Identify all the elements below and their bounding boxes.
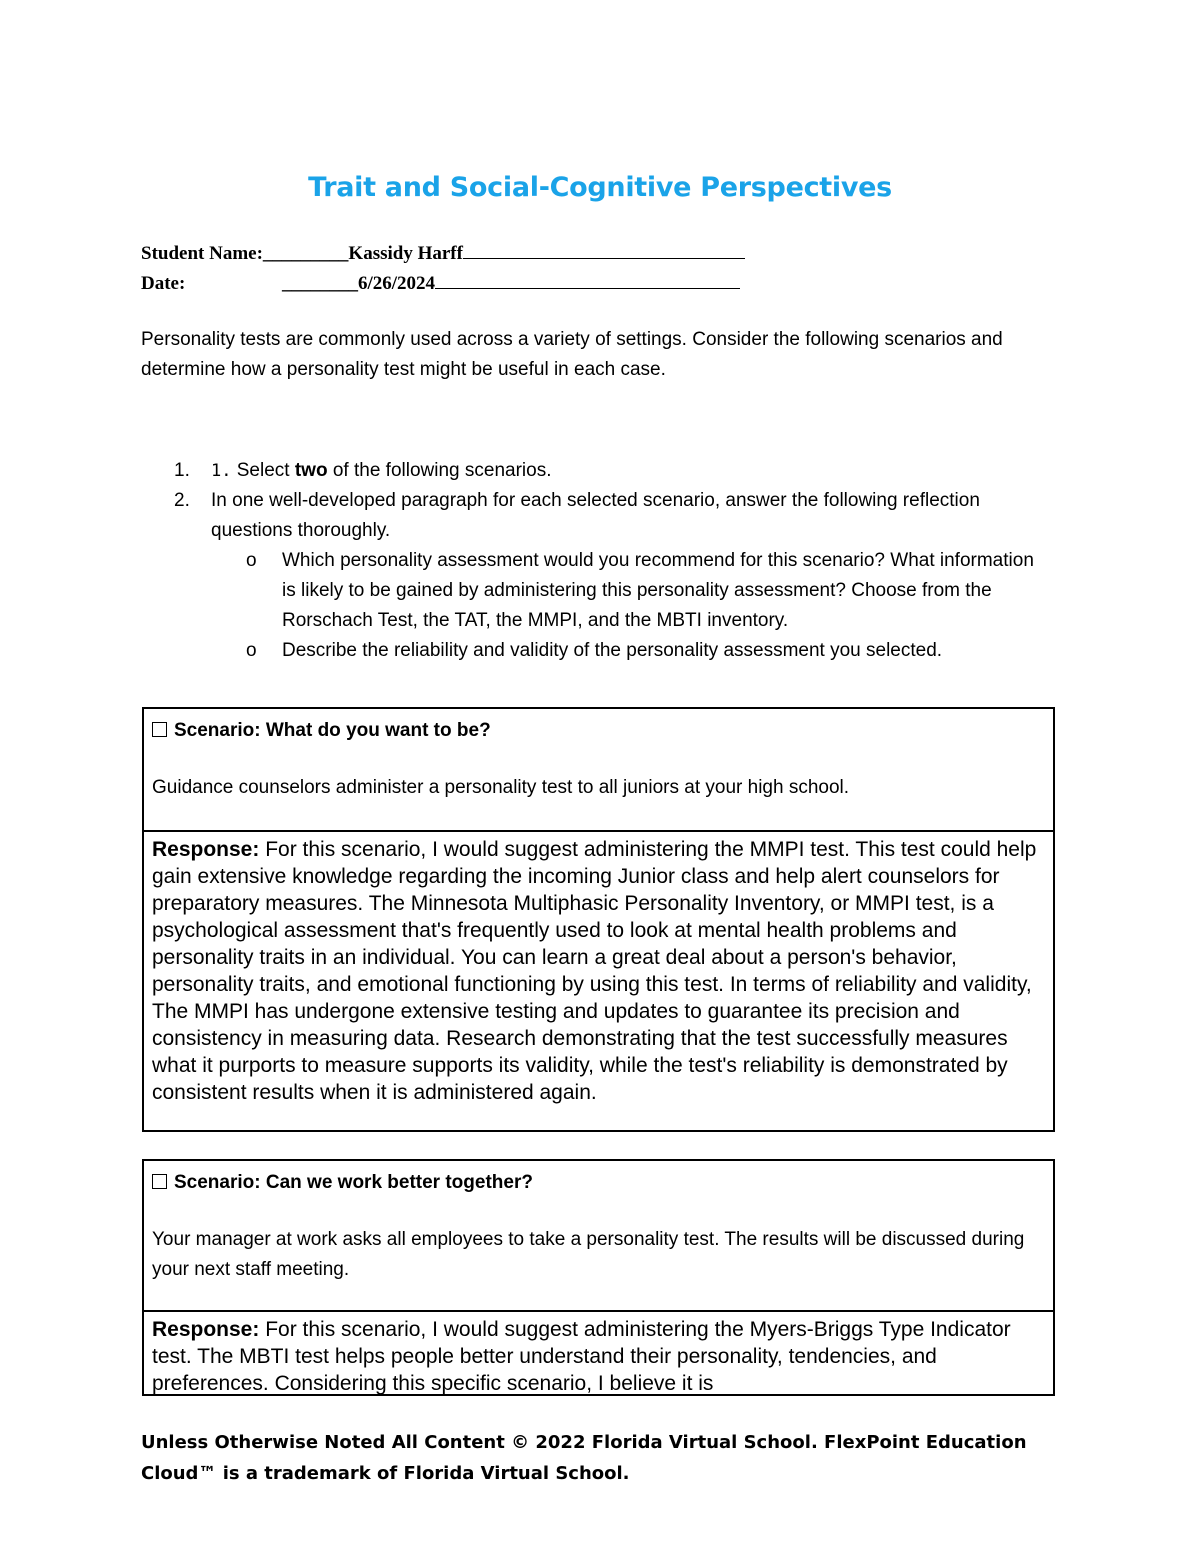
- scenario-2-description: Your manager at work asks all employees to take a personality test. The results will be discussed during your next staff meeting.: [152, 1229, 1025, 1280]
- reflection-questions-list: [141, 546, 1041, 666]
- date-underline: [435, 274, 740, 289]
- scenario-1-prompt: [144, 709, 1053, 832]
- scenario-2-heading: [152, 1169, 1045, 1197]
- scenario-2-prompt: [144, 1161, 1053, 1312]
- student-name-row: [141, 243, 745, 265]
- scenario-box-2: [142, 1159, 1055, 1396]
- student-name-underline: [463, 244, 745, 259]
- date-value: 6/26/2024: [358, 273, 436, 294]
- scenario-2-heading-text: Scenario: Can we work better together?: [174, 1172, 533, 1193]
- instruction-1-post: of the following scenarios.: [327, 460, 552, 481]
- scenario-2-response-label: Response:: [152, 1318, 260, 1341]
- date-row: [141, 273, 740, 295]
- bullet-marker: o: [246, 550, 257, 571]
- checkbox-icon[interactable]: [152, 722, 167, 737]
- copyright-footer: Unless Otherwise Noted All Content © 2022 Florida Virtual School. FlexPoint Education Cloud™ is a trademark of Florida Virtual School.: [141, 1432, 1027, 1484]
- page-title: Trait and Social-Cognitive Perspectives: [308, 172, 892, 203]
- date-label: Date:: [141, 273, 186, 294]
- bullet-marker: o: [246, 640, 257, 661]
- student-name-label: Student Name:: [141, 243, 263, 264]
- instruction-inner-number: 1.: [211, 461, 232, 481]
- scenario-1-response: [144, 832, 1053, 1130]
- instruction-item-2: [141, 486, 1041, 666]
- instruction-1-emphasis: two: [294, 460, 328, 481]
- instruction-2-text: In one well-developed paragraph for each selected scenario, answer the following reflection questions thoroughly.: [211, 490, 980, 541]
- student-name-underline-prefix: _________: [262, 243, 349, 264]
- instruction-item-1: [141, 456, 1041, 486]
- student-name-value: Kassidy Harff: [348, 243, 463, 264]
- scenario-2-response-text: For this scenario, I would suggest administering the Myers-Briggs Type Indicator test. The MBTI test helps people better understand their personality, tendencies, and preferences. Considering this specific scenario, I believe it is: [152, 1318, 1011, 1394]
- instructions-list: [141, 456, 1041, 666]
- scenario-2-response: [144, 1312, 1053, 1394]
- scenario-1-response-text: For this scenario, I would suggest administering the MMPI test. This test could help gain extensive knowledge regarding the incoming Junior class and help alert counselors for preparatory measures. The Minnesota Multiphasic Personality Inventory, or MMPI test, is a psychological assessment that's frequently used to look at mental health problems and personality traits in an individual. You can learn a great deal about a person's behavior, personality traits, and emotional functioning by using this test. In terms of reliability and validity, The MMPI has undergone extensive testing and updates to guarantee its precision and consistency in measuring data. Research demonstrating that the test successfully measures what it purports to measure supports its validity, while the test's reliability is demonstrated by consistent results when it is administered again.: [152, 838, 1037, 1104]
- reflection-question-2-text: Describe the reliability and validity of the personality assessment you selected.: [282, 640, 943, 661]
- instruction-1-pre: Select: [231, 460, 295, 481]
- scenario-1-heading-text: Scenario: What do you want to be?: [174, 720, 491, 741]
- reflection-question-2: [211, 636, 1041, 666]
- scenario-1-heading: [152, 717, 1045, 745]
- scenario-1-description: Guidance counselors administer a personality test to all juniors at your high school.: [152, 777, 850, 798]
- intro-paragraph: Personality tests are commonly used across a variety of settings. Consider the following scenarios and determine how a personality test might be useful in each case.: [141, 329, 1003, 380]
- reflection-question-1-text: Which personality assessment would you recommend for this scenario? What information is likely to be gained by administering this personality assessment? Choose from the Rorschach Test, the TAT, the MMPI, and the MBTI inventory.: [282, 550, 1034, 631]
- date-underline-prefix: ________: [282, 273, 358, 294]
- scenario-1-response-label: Response:: [152, 838, 260, 861]
- instruction-number-1: 1.: [174, 460, 190, 481]
- reflection-question-1: [211, 546, 1041, 636]
- checkbox-icon[interactable]: [152, 1174, 167, 1189]
- instruction-number-2: 2.: [174, 490, 190, 511]
- scenario-box-1: [142, 707, 1055, 1132]
